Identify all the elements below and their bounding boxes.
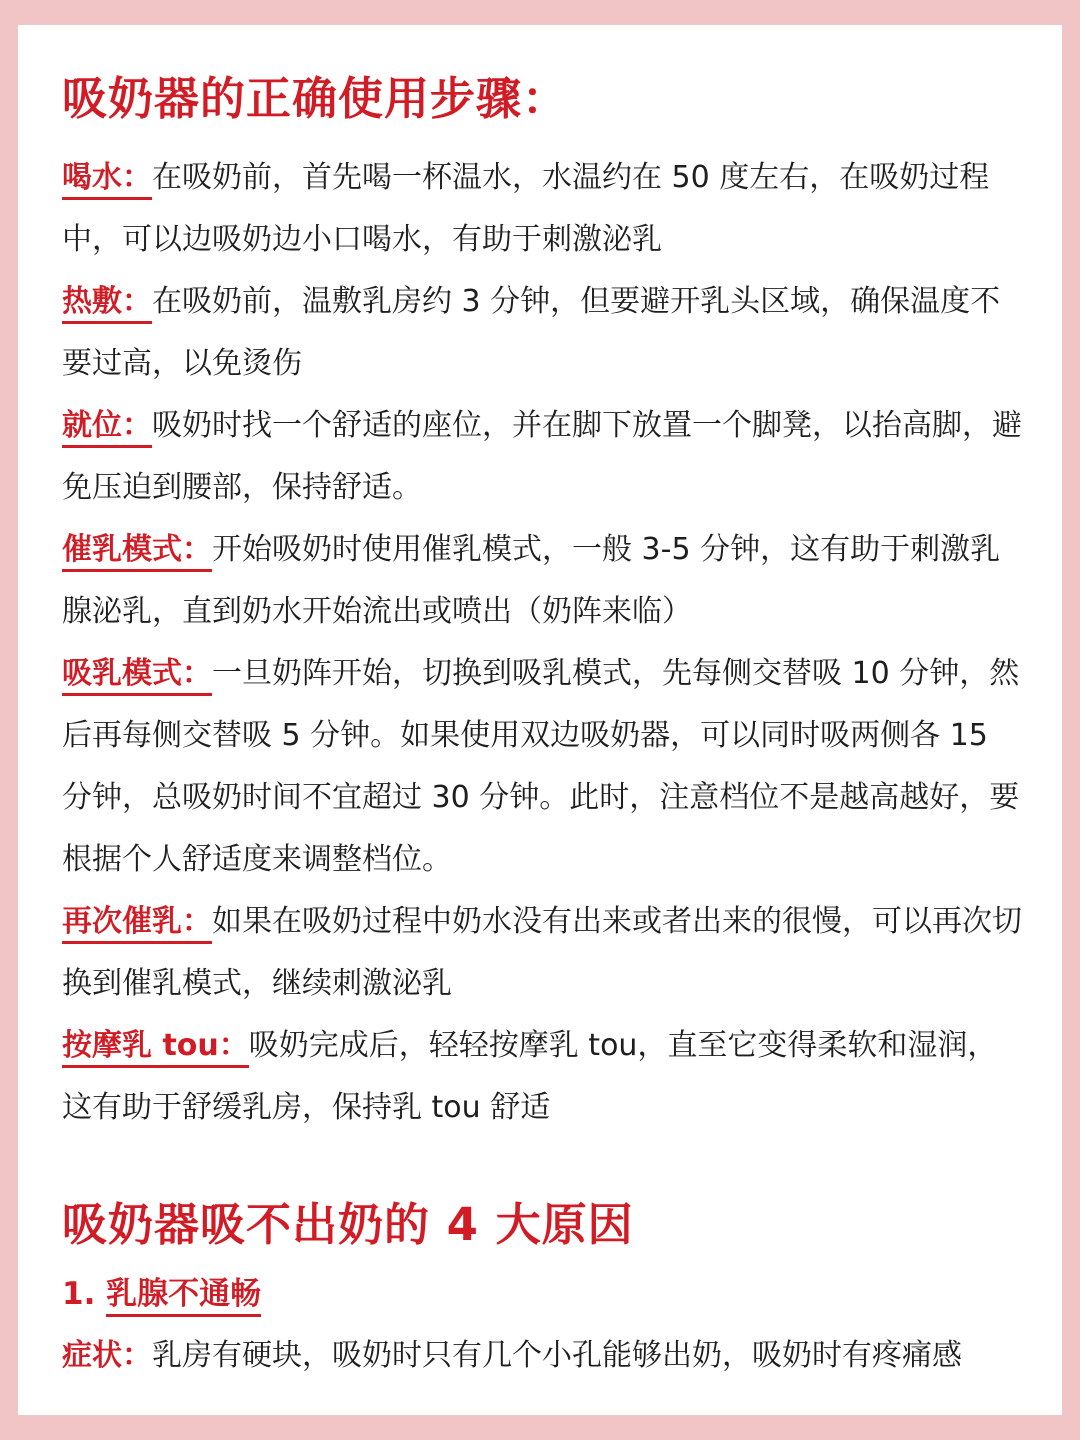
step-label: 就位：: [62, 408, 152, 448]
step-text: 一旦奶阵开始，切换到吸乳模式，先每侧交替吸 10 分钟，然后再每侧交替吸 5 分钟。如果使用双边吸奶器，可以同时吸两侧各 15 分钟，总吸奶时间不宜超过 30 分钟。此时，注意档位不是越高越好，要根据个人舒适度来调整档位。: [62, 656, 1020, 877]
step-label: 按摩乳 tou：: [62, 1028, 249, 1068]
step-warm-compress: [62, 271, 1026, 395]
step-text: 在吸奶前，首先喝一杯温水，水温约在 50 度左右，在吸奶过程中，可以边吸奶边小口喝水，有助于刺激泌乳: [62, 160, 990, 257]
step-label: 热敷：: [62, 284, 152, 324]
reason-number: 1.: [62, 1276, 96, 1312]
section-title-reasons: 吸奶器吸不出奶的 4 大原因: [62, 1198, 634, 1251]
step-label: 喝水：: [62, 160, 152, 200]
step-label: 再次催乳：: [62, 904, 212, 944]
step-letdown-again: [62, 891, 1026, 1015]
step-text: 在吸奶前，温敷乳房约 3 分钟，但要避开乳头区域，确保温度不要过高，以免烫伤: [62, 284, 1001, 381]
section-title-usage-steps: 吸奶器的正确使用步骤：: [62, 72, 569, 125]
step-text: 吸奶时找一个舒适的座位，并在脚下放置一个脚凳，以抬高脚，避免压迫到腰部，保持舒适。: [62, 408, 1022, 505]
reason-title: 乳腺不通畅: [106, 1276, 261, 1317]
content-card: [18, 25, 1062, 1415]
step-expression-mode: [62, 643, 1026, 891]
symptom-label: 症状：: [62, 1338, 152, 1373]
symptom-text: 乳房有硬块，吸奶时只有几个小孔能够出奶，吸奶时有疼痛感: [152, 1338, 962, 1373]
step-label: 催乳模式：: [62, 532, 212, 572]
step-letdown-mode: [62, 519, 1026, 643]
step-text: 如果在吸奶过程中奶水没有出来或者出来的很慢，可以再次切换到催乳模式，继续刺激泌乳: [62, 904, 1022, 1001]
reason-symptom: [62, 1325, 1026, 1387]
step-drink-water: [62, 147, 1026, 271]
step-massage: [62, 1015, 1026, 1139]
step-label: 吸乳模式：: [62, 656, 212, 696]
step-text: 开始吸奶时使用催乳模式，一般 3-5 分钟，这有助于刺激乳腺泌乳，直到奶水开始流出或喷出（奶阵来临）: [62, 532, 1001, 629]
step-text: 吸奶完成后，轻轻按摩乳 tou，直至它变得柔软和湿润，这有助于舒缓乳房，保持乳 tou 舒适: [62, 1028, 998, 1125]
step-position: [62, 395, 1026, 519]
reason-heading: [62, 1263, 1026, 1325]
